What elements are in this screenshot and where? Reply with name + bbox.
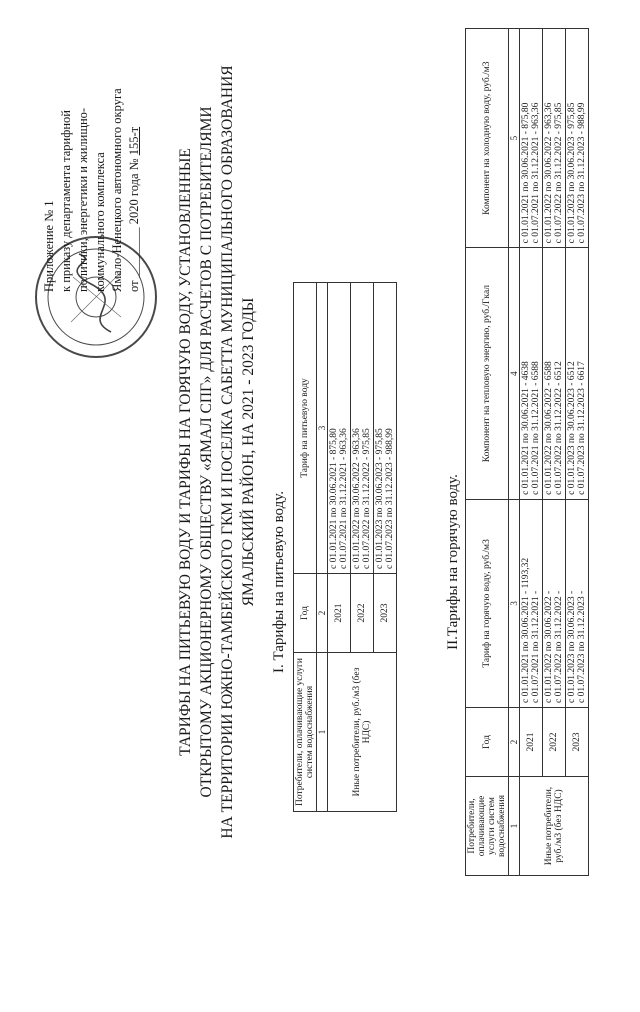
annex-line: политики, энергетики и жилищно-: [76, 107, 90, 292]
order-date-line: от ________ 2020 года № 155-т: [127, 126, 141, 292]
cold-component-cell: с 01.01.2023 по 30.06.2023 - 975,85 с 01.07.2023 по 31.12.2023 - 988,99: [566, 29, 589, 248]
document-title: [175, 42, 259, 862]
order-number: 155-т: [127, 126, 141, 156]
heat-component-cell: с 01.01.2022 по 30.06.2022 - 6588 с 01.07.2022 по 31.12.2022 - 6512: [543, 248, 566, 500]
column-index-row: 1 2 3 4 5: [509, 29, 520, 876]
header-heat-component: Компонент на тепловую энергию, руб./Гкал: [466, 248, 509, 500]
year-cell: 2021: [328, 574, 351, 653]
hot-tariff-cell: с 01.01.2022 по 30.06.2022 - с 01.07.2022 по 31.12.2022 -: [543, 499, 566, 707]
tariff-cell: с 01.01.2023 по 30.06.2023 - 975,85 с 01.07.2023 по 31.12.2023 - 988,99: [374, 283, 397, 574]
table-row: [566, 29, 589, 876]
annex-reference: [41, 34, 143, 292]
heat-component-cell: с 01.01.2021 по 30.06.2021 - 4638 с 01.07.2021 по 31.12.2021 - 6588: [520, 248, 543, 500]
year-cell: 2021: [520, 708, 543, 777]
year-cell: 2022: [543, 708, 566, 777]
drinking-water-tariff-table: [293, 282, 397, 812]
cold-component-cell: с 01.01.2021 по 30.06.2021 - 875,80 с 01.07.2021 по 31.12.2021 - 963,36: [520, 29, 543, 248]
header-consumers: Потребители, оплачивающие услуги систем водоснабжения: [294, 653, 317, 812]
year-cell: 2022: [351, 574, 374, 653]
hot-water-tariff-table: [465, 28, 589, 876]
cold-component-cell: с 01.01.2022 по 30.06.2022 - 963,36 с 01.07.2022 по 31.12.2022 - 975,85: [543, 29, 566, 248]
table-row: [520, 29, 543, 876]
table-header-row: [294, 283, 317, 812]
annex-number: Приложение № 1: [42, 200, 56, 292]
year-cell: 2023: [374, 574, 397, 653]
section-heading-hot-water: II.Тарифы на горячую воду.: [445, 474, 461, 650]
column-index-row: 1 2 3: [317, 283, 328, 812]
document-sheet: [25, 22, 615, 882]
title-line: ОТКРЫТОМУ АКЦИОНЕРНОМУ ОБЩЕСТВУ «ЯМАЛ СПГ» ДЛЯ РАСЧЕТОВ С ПОТРЕБИТЕЛЯМИ: [198, 106, 215, 798]
tariff-cell: с 01.01.2021 по 30.06.2021 - 875,80 с 01.07.2021 по 31.12.2021 - 963,36: [328, 283, 351, 574]
year-cell: 2023: [566, 708, 589, 777]
header-year: Год: [294, 574, 317, 653]
annex-line: к приказу департамента тарифной: [59, 110, 73, 292]
consumer-cell: Иные потребители, руб./м3 (без НДС): [520, 777, 589, 876]
table-header-row: [466, 29, 509, 876]
annex-line: коммунального комплекса: [93, 152, 107, 292]
header-hot-tariff: Тариф на горячую воду, руб./м3: [466, 499, 509, 707]
table-row: [543, 29, 566, 876]
header-cold-component: Компонент на холодную воду, руб./м3: [466, 29, 509, 248]
title-line: НА ТЕРРИТОРИИ ЮЖНО-ТАМБЕЙСКОГО ГКМ И ПОСЕЛКА САБЕТТА МУНИЦИПАЛЬНОГО ОБРАЗОВАНИЯ: [219, 65, 236, 839]
section-heading-drinking-water: I. Тарифы на питьевую воду.: [271, 491, 287, 674]
heat-component-cell: с 01.01.2023 по 30.06.2023 - 6512 с 01.07.2023 по 31.12.2023 - 6617: [566, 248, 589, 500]
hot-tariff-cell: с 01.01.2021 по 30.06.2021 - 1193,32 с 01.07.2021 по 31.12.2021 -: [520, 499, 543, 707]
tariff-cell: с 01.01.2022 по 30.06.2022 - 963,36 с 01.07.2022 по 31.12.2022 - 975,85: [351, 283, 374, 574]
table-row: [328, 283, 351, 812]
title-line: ТАРИФЫ НА ПИТЬЕВУЮ ВОДУ И ТАРИФЫ НА ГОРЯЧУЮ ВОДУ, УСТАНОВЛЕННЫЕ: [177, 148, 194, 756]
annex-line: Ямало-Ненецкого автономного округа: [110, 88, 124, 292]
hot-tariff-cell: с 01.01.2023 по 30.06.2023 - с 01.07.2023 по 31.12.2023 -: [566, 499, 589, 707]
title-line: ЯМАЛЬСКИЙ РАЙОН, НА 2021 - 2023 ГОДЫ: [240, 297, 257, 607]
header-drinking-tariff: Тариф на питьевую воду: [294, 283, 317, 574]
header-year: Год: [466, 708, 509, 777]
header-consumers: Потребители, оплачивающие услуги систем водоснабжения: [466, 777, 509, 876]
consumer-cell: Иные потребители, руб./м3 (без НДС): [328, 653, 397, 812]
annex-stamp-block: [31, 32, 181, 362]
